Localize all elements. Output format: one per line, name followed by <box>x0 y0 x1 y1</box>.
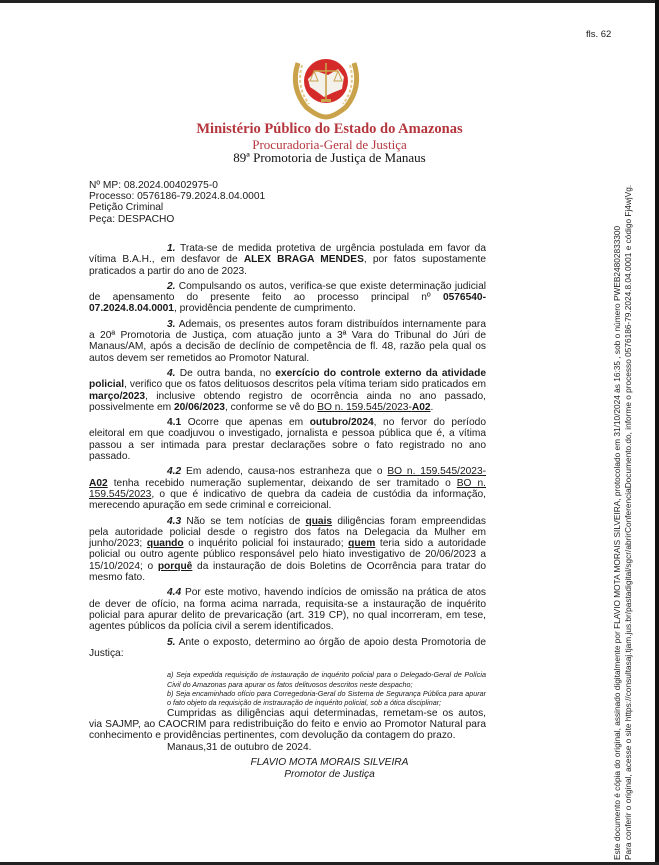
document-body <box>89 243 486 753</box>
document-type: Peça: DESPACHO <box>89 213 175 225</box>
emphasis: março/2023 <box>89 390 146 402</box>
text: Não se tem notícias de <box>181 515 306 527</box>
bo-reference: BO n. 159.545/2023 <box>89 477 487 500</box>
text: diligências foram empreendidas pela autoridade policial desde o registro dos fatos na Delegacia da Mulher em junho/2023; <box>89 515 486 550</box>
signatory-role: Promotor de Justiça <box>284 769 375 780</box>
paragraph-number: 3. <box>167 318 176 330</box>
paragraph-3 <box>89 319 486 364</box>
process-number: Processo: 0576186-79.2024.8.04.0001 <box>89 191 266 203</box>
paragraph-4-2 <box>89 466 486 511</box>
page-top-border <box>0 0 659 3</box>
digital-signature-stamp <box>612 185 633 860</box>
paragraph-number: 4.4 <box>167 587 182 599</box>
emphasis: quando <box>146 538 184 550</box>
text: Em adendo, causa-nos estranheza que o <box>181 466 388 478</box>
stamp-line-1: Este documento é cópia do original, assinado digitalmente por FLAVIO MOTA MORAIS SILVEIRA, protocolado em 31/10/2024 às 16:35 , sob o número PWEB24802833300 <box>612 225 622 860</box>
mp-number: Nº MP: 08.2024.00402975-0 <box>89 180 218 191</box>
closing-paragraph: Cumpridas as diligências aqui determinadas, remetam-se os autos, via SAJMP, ao CAOCRIM para redistribuição do feito e envio ao Promotor Natural para conhecimento e providências pertinentes, com devolução da contagem do prazo. <box>89 707 486 742</box>
emphasis: A02 <box>89 477 108 489</box>
paragraph-number: 4.3 <box>167 515 182 527</box>
text: teria sido a autoridade policial ou outro agente público responsável pelo hiato investigativo de 20/06/2023 a 15/10/2024; o <box>89 538 486 572</box>
text: Ademais, os presentes autos foram distribuídos internamente para a 20ª Promotoria de Justiça, com atuação junto a 3ª Vara do Tribunal do Júri de Manaus/AM, após a decisão de declínio de competência de fl. 48, razão pela qual os autos devem ser remetidos ao Promotor Natural. <box>89 318 486 364</box>
text: , verifico que os fatos delituosos descritos pela vítima teriam sido praticados em <box>124 379 486 391</box>
ministerio-publico-emblem-icon <box>276 57 377 120</box>
text: tenha recebido numeração suplementar, deixando de ser tramitado o <box>107 477 457 489</box>
paragraph-2 <box>89 281 486 315</box>
paragraph-number: 4.1 <box>167 417 182 429</box>
text: Por este motivo, havendo indícios de omissão na prática de atos de dever de ofício, na forma acima narrada, requisita-se a instauração de inquérito policial para apurar delito de prevaricação (art. 319 CP), no qual incorreram, em tese, agentes públicos da polícia civil a serem identificados. <box>89 587 486 633</box>
stamp-line-2: Para conferir o original, acesse o site https://consultasaj.tjam.jus.br/pastadigital/sgcr/abrirConferenciaDocumento.do, informe o processo 0576186-79.2024.8.04.0001 e código Fj4wjVg. <box>622 184 633 860</box>
determinations-list <box>167 670 486 708</box>
paragraph-4-4 <box>89 587 486 632</box>
determination-item: b) Seja encaminhado ofício para Corregedoria-Geral do Sistema de Segurança Pública para apurar o fato objeto da requisição de instrauração de inquérito policial, sob a ótica disciplinar; <box>167 688 486 708</box>
text: da instauração de dois Boletins de Ocorrência para tratar do mesmo fato. <box>89 560 486 584</box>
emphasis: 20/06/2023 <box>173 401 225 413</box>
text: De outra banda, no <box>175 367 276 379</box>
text: , o que é indicativo de quebra da cadeia de custódia da informação, merecendo apuração em sede criminal e correicional. <box>89 488 486 512</box>
case-metadata <box>89 180 265 225</box>
signatory-name: FLAVIO MOTA MORAIS SILVEIRA <box>250 757 409 768</box>
paragraph-number: 2. <box>167 280 176 292</box>
text: Trata-se de medida protetiva de urgência postulada em favor da vítima B.A.H., em desfavor de <box>89 243 486 266</box>
text: BO n. 159.545/2023- <box>387 466 486 478</box>
emphasis: porquê <box>157 560 193 572</box>
emphasis: quem <box>348 538 376 550</box>
emphasis: outubro/2024 <box>309 417 374 429</box>
paragraph-5 <box>89 637 486 660</box>
text: , providência pendente de cumprimento. <box>173 303 356 315</box>
text: . <box>430 401 434 413</box>
text: , por fatos supostamente praticados a partir do ano de 2023. <box>89 254 486 277</box>
bo-reference <box>317 402 430 413</box>
paragraph-1 <box>89 243 486 277</box>
paragraph-4 <box>89 368 486 413</box>
document-date: Manaus,31 de outubro de 2024. <box>167 741 312 753</box>
org-unit: 89ª Promotoria de Justiça de Manaus <box>233 150 426 165</box>
org-name: Ministério Público do Estado do Amazonas <box>196 121 463 137</box>
case-class: Petição Criminal <box>89 202 164 214</box>
paragraph-number: 4.2 <box>167 466 182 478</box>
emphasis: quais <box>305 515 333 527</box>
paragraph-number: 1. <box>167 243 176 254</box>
folio-number: fls. 62 <box>586 29 612 40</box>
text: , no fervor do período eleitoral em que coadjuvou o investigado, jornalista e pessoa pública que é, a vítima passou a ser intimada para prestar declarações sobre o fato registrado no ano passado. <box>89 417 486 463</box>
org-department: Procuradoria-Geral de Justiça <box>252 137 407 152</box>
text: , conforme se vê do <box>224 401 318 413</box>
paragraph-number: 5. <box>167 636 176 648</box>
paragraph-4-3 <box>89 516 486 584</box>
determination-item: a) Seja expedida requisição de instauração de inquérito policial para o Delegado-Geral de Polícia Civil do Amazonas para apurar os fatos delituosos descritos neste despacho; <box>167 670 486 689</box>
text: Ante o exposto, determino ao órgão de apoio desta Promotoria de Justiça: <box>89 636 486 659</box>
paragraph-4-1 <box>89 417 486 462</box>
emphasis: exercício do controle externo da atividade policial <box>89 367 486 391</box>
main-process-number: 0576540-07.2024.8.04.0001 <box>89 292 486 315</box>
emphasis: A02 <box>411 401 431 413</box>
defendant-name: ALEX BRAGA MENDES <box>243 254 364 266</box>
text: Compulsando os autos, verifica-se que existe determinação judicial de apensamento do presente feito ao processo principal nº <box>89 280 486 304</box>
text: BO n. 159.545/2023- <box>317 401 412 413</box>
paragraph-number: 4. <box>167 367 176 379</box>
text: o inquérito policial foi instaurado; <box>183 538 349 550</box>
text: Ocorre que apenas em <box>181 417 310 429</box>
text: , inclusive obtendo registro de ocorrência ainda no ano passado, possivelmente em <box>89 390 486 413</box>
